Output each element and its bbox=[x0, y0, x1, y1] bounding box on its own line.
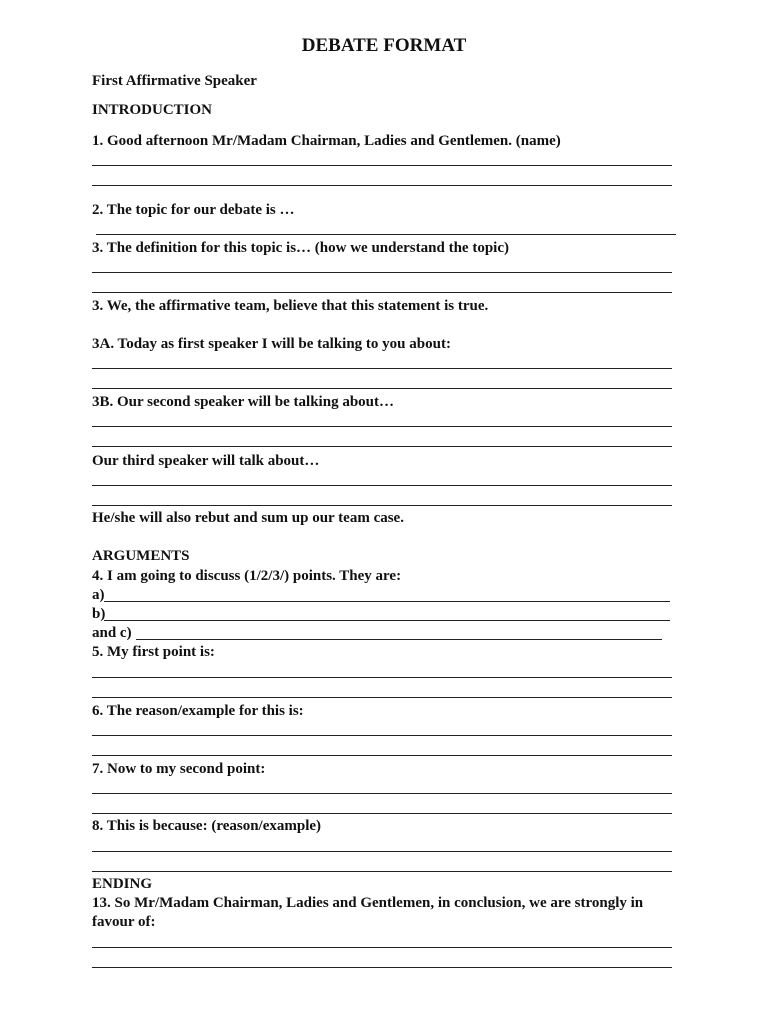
answer-line[interactable] bbox=[92, 272, 672, 273]
arguments-heading: ARGUMENTS bbox=[92, 548, 190, 564]
point-c-label: and c) bbox=[92, 625, 132, 641]
prompt-definition: 3. The definition for this topic is… (how we understand the topic) bbox=[92, 240, 509, 256]
prompt-greeting: 1. Good afternoon Mr/Madam Chairman, Ladies and Gentlemen. (name) bbox=[92, 133, 561, 149]
prompt-reason: 6. The reason/example for this is: bbox=[92, 703, 304, 719]
answer-line[interactable] bbox=[96, 234, 676, 235]
answer-line[interactable] bbox=[92, 755, 672, 756]
statement-affirmative: 3. We, the affirmative team, believe that this statement is true. bbox=[92, 298, 489, 314]
answer-line[interactable] bbox=[92, 677, 672, 678]
answer-line[interactable] bbox=[92, 851, 672, 852]
introduction-heading: INTRODUCTION bbox=[92, 102, 213, 118]
prompt-first-point: 5. My first point is: bbox=[92, 644, 215, 660]
prompt-third-speaker: Our third speaker will talk about… bbox=[92, 453, 320, 469]
point-b-label: b) bbox=[92, 606, 106, 622]
answer-line[interactable] bbox=[92, 426, 672, 427]
point-c-line[interactable] bbox=[136, 639, 662, 640]
answer-line[interactable] bbox=[92, 368, 672, 369]
point-a-line[interactable] bbox=[104, 601, 670, 602]
prompt-because: 8. This is because: (reason/example) bbox=[92, 818, 322, 834]
prompt-points: 4. I am going to discuss (1/2/3/) points. They are: bbox=[92, 568, 402, 584]
answer-line[interactable] bbox=[92, 947, 672, 948]
answer-line[interactable] bbox=[92, 505, 672, 506]
answer-line[interactable] bbox=[92, 446, 672, 447]
answer-line[interactable] bbox=[92, 793, 672, 794]
answer-line[interactable] bbox=[92, 735, 672, 736]
answer-line[interactable] bbox=[92, 165, 672, 166]
point-b-line[interactable] bbox=[104, 620, 670, 621]
prompt-conclusion-line1: 13. So Mr/Madam Chairman, Ladies and Gentlemen, in conclusion, we are strongly in bbox=[92, 895, 644, 911]
speaker-label: First Affirmative Speaker bbox=[92, 73, 257, 89]
prompt-first-speaker: 3A. Today as first speaker I will be talking to you about: bbox=[92, 336, 451, 352]
answer-line[interactable] bbox=[92, 813, 672, 814]
answer-line[interactable] bbox=[92, 967, 672, 968]
point-a-label: a) bbox=[92, 587, 105, 603]
answer-line[interactable] bbox=[92, 871, 672, 872]
statement-rebut: He/she will also rebut and sum up our team case. bbox=[92, 510, 404, 526]
answer-line[interactable] bbox=[92, 388, 672, 389]
prompt-second-speaker: 3B. Our second speaker will be talking about… bbox=[92, 394, 394, 410]
answer-line[interactable] bbox=[92, 485, 672, 486]
prompt-topic: 2. The topic for our debate is … bbox=[92, 202, 295, 218]
ending-heading: ENDING bbox=[92, 876, 153, 892]
answer-line[interactable] bbox=[92, 292, 672, 293]
answer-line[interactable] bbox=[92, 185, 672, 186]
answer-line[interactable] bbox=[92, 697, 672, 698]
page-title: DEBATE FORMAT bbox=[301, 35, 467, 56]
prompt-second-point: 7. Now to my second point: bbox=[92, 761, 266, 777]
prompt-conclusion-line2: favour of: bbox=[92, 914, 156, 930]
